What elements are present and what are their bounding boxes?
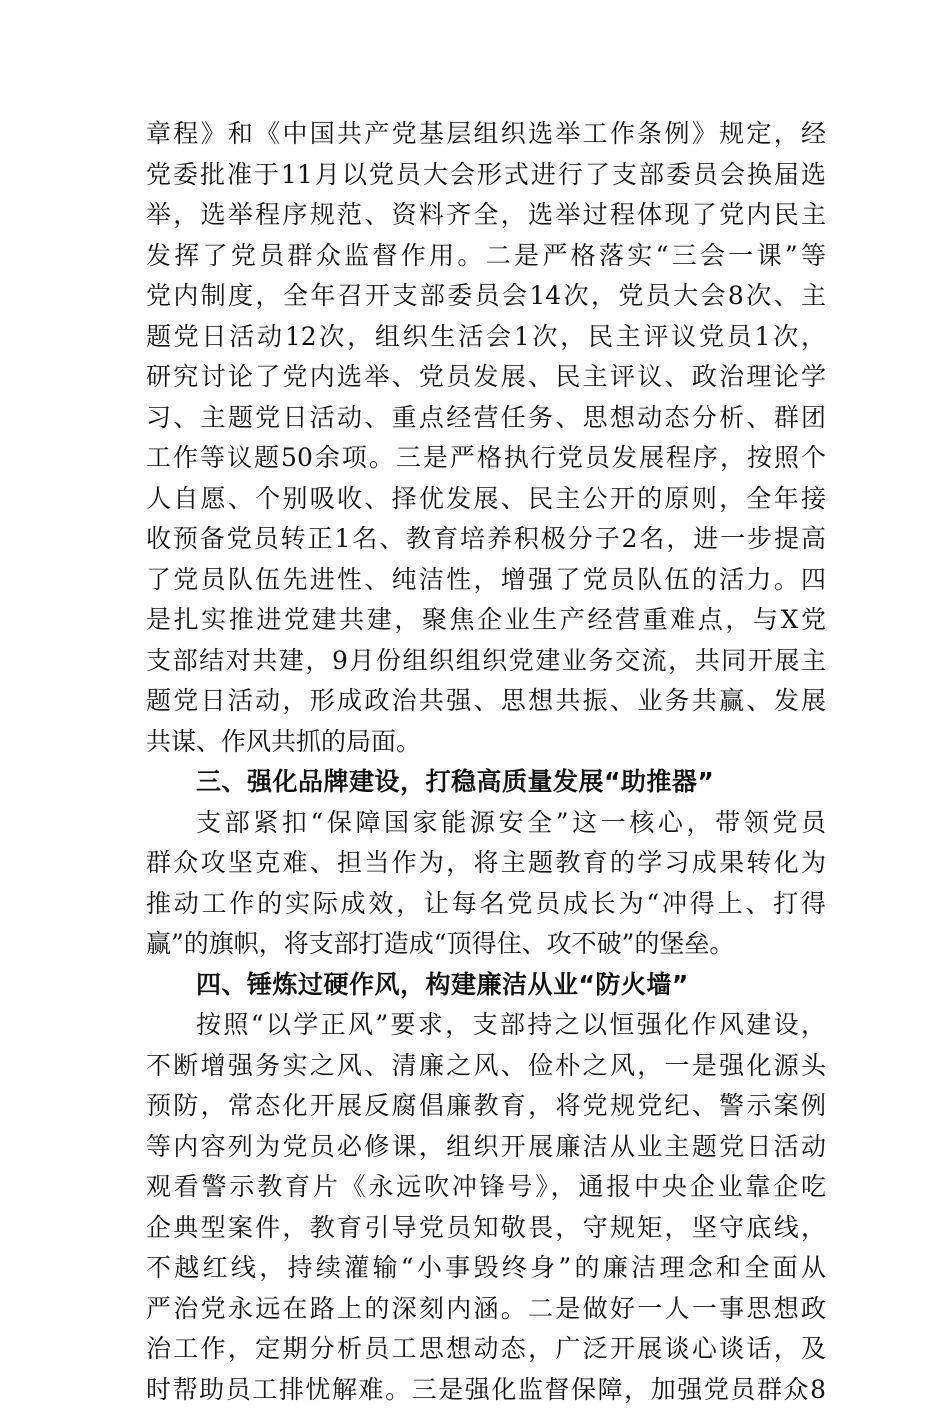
paragraph-line: 了党员队伍先进性、纯洁性，增强了党员队伍的活力。四 [146,560,826,601]
paragraph-line: 习、主题党日活动、重点经营任务、思想动态分析、群团 [146,398,826,439]
paragraph-line: 群众攻坚克难、担当作为，将主题教育的学习成果转化为 [146,843,826,884]
paragraph-line: 共谋、作风共抓的局面。 [146,722,826,763]
paragraph-line: 等内容列为党员必修课，组织开展廉洁从业主题党日活动 [146,1127,826,1168]
paragraph-line: 预防，常态化开展反腐倡廉教育，将党规党纪、警示案例 [146,1086,826,1127]
paragraph-line: 推动工作的实际成效，让每名党员成长为“冲得上、打得 [146,884,826,925]
paragraph-line: 时帮助员工排忧解难。三是强化监督保障，加强党员群众8 [146,1370,826,1410]
paragraph-line: 党内制度，全年召开支部委员会14次，党员大会8次、主 [146,276,826,317]
paragraph-line: 支部紧扣“保障国家能源安全”这一核心，带领党员 [146,803,826,844]
paragraph-line: 不断增强务实之风、清廉之风、俭朴之风，一是强化源头 [146,1046,826,1087]
paragraph-line: 党委批准于11月以党员大会形式进行了支部委员会换届选 [146,155,826,196]
document-body-text [146,114,826,1410]
paragraph-line: 章程》和《中国共产党基层组织选举工作条例》规定，经 [146,114,826,155]
paragraph-line: 题党日活动12次，组织生活会1次，民主评议党员1次， [146,317,826,358]
paragraph-line: 发挥了党员群众监督作用。二是严格落实“三会一课”等 [146,236,826,277]
paragraph-line: 赢”的旗帜，将支部打造成“顶得住、攻不破”的堡垒。 [146,924,826,965]
paragraph-line: 观看警示教育片《永远吹冲锋号》，通报中央企业靠企吃 [146,1167,826,1208]
paragraph-line: 收预备党员转正1名、教育培养积极分子2名，进一步提高 [146,519,826,560]
paragraph-line: 企典型案件，教育引导党员知敬畏，守规矩，坚守底线， [146,1208,826,1249]
paragraph-line: 不越红线，持续灌输“小事毁终身”的廉洁理念和全面从 [146,1248,826,1289]
paragraph-line: 人自愿、个别吸收、择优发展、民主公开的原则，全年接 [146,479,826,520]
section-heading: 四、锤炼过硬作风，构建廉洁从业“防火墙” [146,965,826,1006]
paragraph-line: 严治党永远在路上的深刻内涵。二是做好一人一事思想政 [146,1289,826,1330]
section-heading: 三、强化品牌建设，打稳高质量发展“助推器” [146,762,826,803]
paragraph-line: 工作等议题50余项。三是严格执行党员发展程序，按照个 [146,438,826,479]
paragraph-line: 是扎实推进党建共建，聚焦企业生产经营重难点，与X党 [146,600,826,641]
paragraph-line: 治工作，定期分析员工思想动态，广泛开展谈心谈话，及 [146,1329,826,1370]
paragraph-line: 支部结对共建，9月份组织组织党建业务交流，共同开展主 [146,641,826,682]
paragraph-line: 按照“以学正风”要求，支部持之以恒强化作风建设， [146,1005,826,1046]
paragraph-line: 研究讨论了党内选举、党员发展、民主评议、政治理论学 [146,357,826,398]
paragraph-line: 举，选举程序规范、资料齐全，选举过程体现了党内民主 [146,195,826,236]
paragraph-line: 题党日活动，形成政治共强、思想共振、业务共赢、发展 [146,681,826,722]
